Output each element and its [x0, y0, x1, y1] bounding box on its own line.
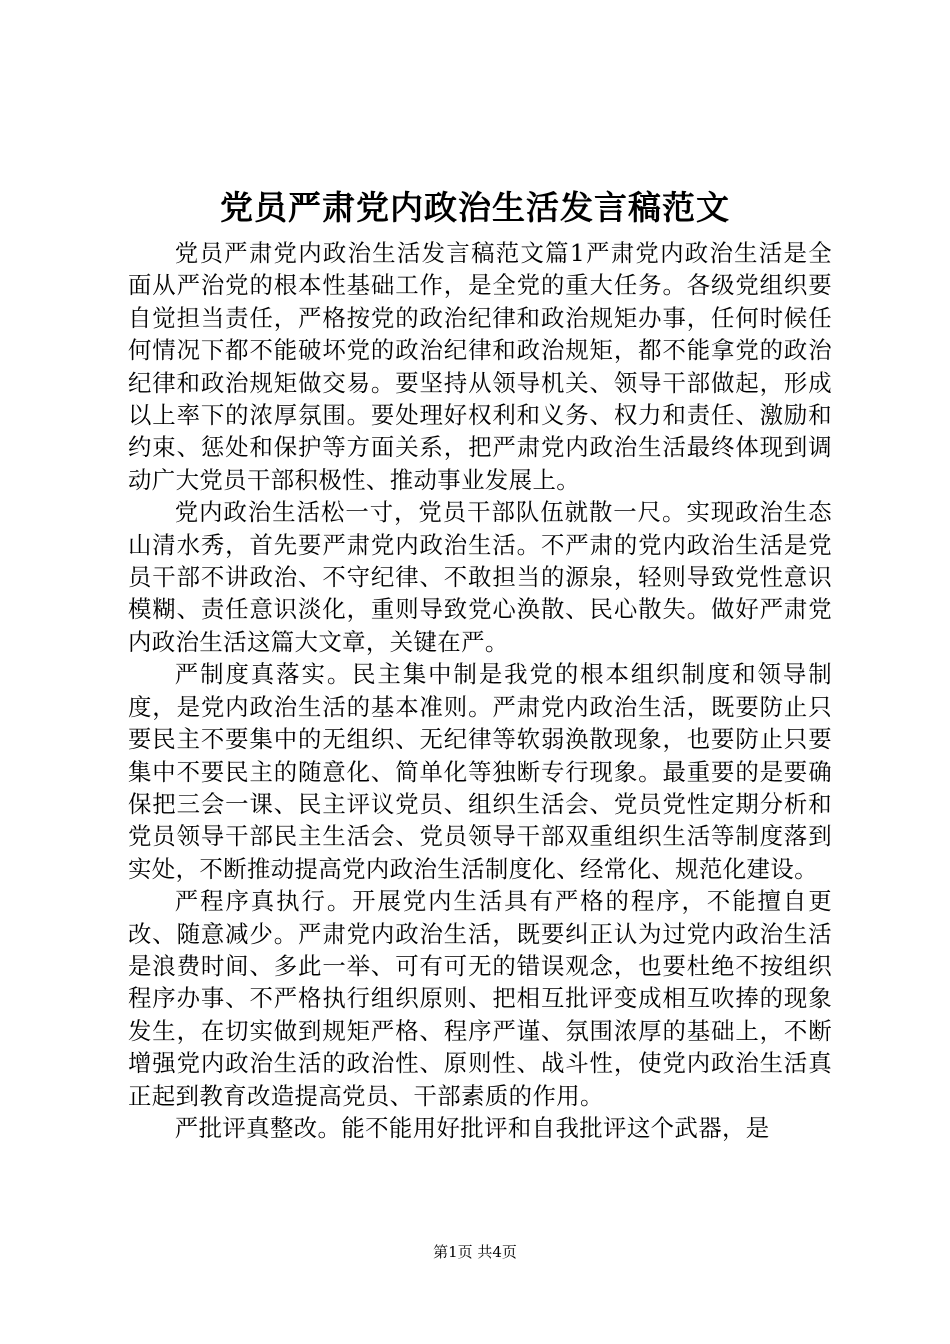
page-footer: 第1页 共4页 [433, 1243, 517, 1261]
document-body [128, 237, 832, 1144]
paragraph-4: 严程序真执行。开展党内生活具有严格的程序，不能擅自更改、随意减少。严肃党内政治生活，既要纠正认为过党内政治生活是浪费时间、多此一举、可有可无的错误观念，也要杜绝不按组织程序办事、不严格执行组织原则、把相互批评变成相互吹捧的现象发生，在切实做到规矩严格、程序严谨、氛围浓厚的基础上，不断增强党内政治生活的政治性、原则性、战斗性，使党内政治生活真正起到教育改造提高党员、干部素质的作用。 [128, 887, 832, 1110]
paragraph-5: 严批评真整改。能不能用好批评和自我批评这个武器，是 [174, 1113, 770, 1142]
document-title: 党员严肃党内政治生活发言稿范文 [220, 188, 730, 227]
paragraph-3: 严制度真落实。民主集中制是我党的根本组织制度和领导制度，是党内政治生活的基本准则。严肃党内政治生活，既要防止只要民主不要集中的无组织、无纪律等软弱涣散现象，也要防止只要集中不要民主的随意化、简单化等独断专行现象。最重要的是要确保把三会一课、民主评议党员、组织生活会、党员党性定期分析和党员领导干部民主生活会、党员领导干部双重组织生活等制度落到实处，不断推动提高党内政治生活制度化、经常化、规范化建设。 [128, 660, 832, 883]
paragraph-2: 党内政治生活松一寸，党员干部队伍就散一尺。实现政治生态山清水秀，首先要严肃党内政治生活。不严肃的党内政治生活是党员干部不讲政治、不守纪律、不敢担当的源泉，轻则导致党性意识模糊、责任意识淡化，重则导致党心涣散、民心散失。做好严肃党内政治生活这篇大文章，关键在严。 [128, 498, 832, 656]
paragraph-1: 党员严肃党内政治生活发言稿范文篇1严肃党内政治生活是全面从严治党的根本性基础工作，是全党的重大任务。各级党组织要自觉担当责任，严格按党的政治纪律和政治规矩办事，任何时候任何情况下都不能破坏党的政治纪律和政治规矩，都不能拿党的政治纪律和政治规矩做交易。要坚持从领导机关、领导干部做起，形成以上率下的浓厚氛围。要处理好权利和义务、权力和责任、激励和约束、惩处和保护等方面关系，把严肃党内政治生活最终体现到调动广大党员干部积极性、推动事业发展上。 [128, 239, 832, 494]
